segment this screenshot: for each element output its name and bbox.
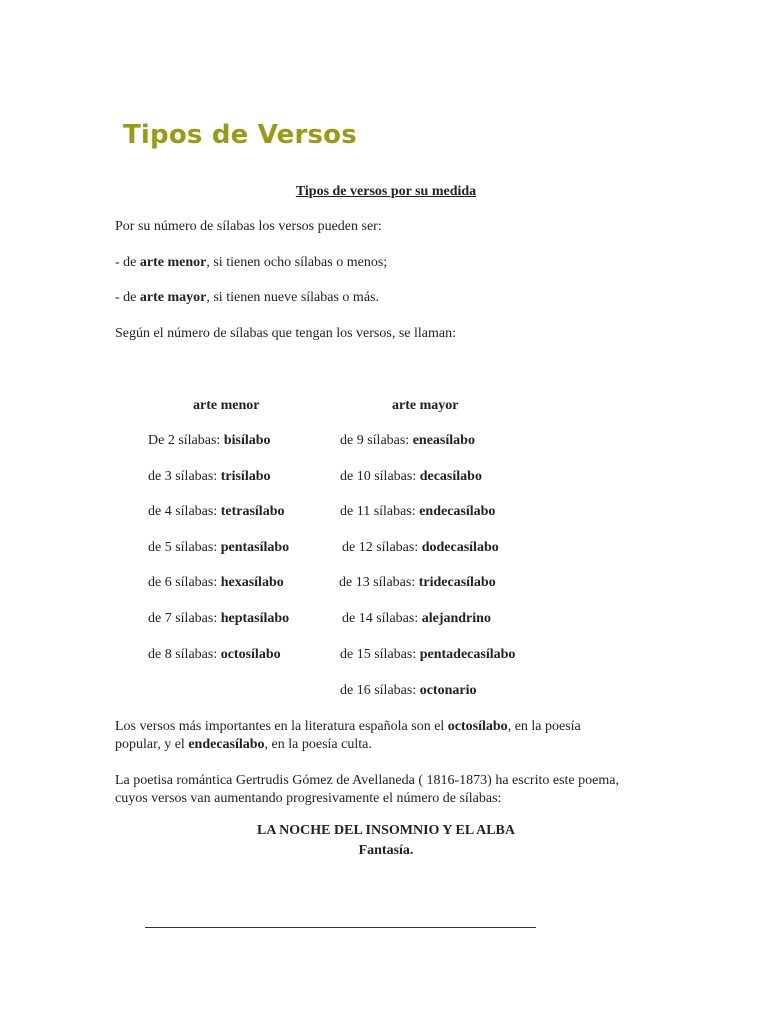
verse-name: trisílabo: [220, 469, 271, 484]
arte-mayor-term: arte mayor: [139, 290, 207, 305]
text-fragment: - de: [115, 255, 140, 270]
menor-item: [148, 432, 271, 450]
verse-name: dodecasílabo: [421, 540, 499, 555]
syllable-count: de 9 sílabas:: [340, 433, 413, 448]
menor-item: [148, 503, 284, 521]
text-fragment: - de: [115, 290, 140, 305]
octosilabo-term: octosílabo: [447, 719, 508, 734]
arte-menor-term: arte menor: [139, 255, 207, 270]
paragraph-line: [115, 736, 581, 754]
column-header-arte-menor: arte menor: [193, 398, 260, 413]
mayor-item: [340, 646, 515, 664]
text-fragment: , si tienen nueve sílabas o más.: [206, 290, 379, 305]
menor-item: [148, 539, 289, 557]
poetisa-paragraph: [115, 772, 619, 808]
verse-name: bisílabo: [223, 433, 271, 448]
text-fragment: , si tienen ocho sílabas o menos;: [206, 255, 388, 270]
section-subtitle: Tipos de versos por su medida: [295, 184, 477, 199]
menor-item: [148, 468, 271, 486]
syllable-count: de 7 sílabas:: [148, 611, 221, 626]
verse-name: tetrasílabo: [220, 504, 285, 519]
menor-item: [148, 610, 289, 628]
text-fragment: , en la poesía culta.: [264, 737, 372, 752]
verse-name: pentasílabo: [220, 540, 290, 555]
syllable-count: de 4 sílabas:: [148, 504, 221, 519]
arte-menor-definition: [115, 254, 387, 272]
syllable-count: de 13 sílabas:: [339, 575, 419, 590]
syllable-count: de 8 sílabas:: [148, 647, 221, 662]
poem-subtitle: Fantasía.: [358, 843, 414, 858]
verse-name: hexasílabo: [220, 575, 284, 590]
syllable-count: de 12 sílabas:: [342, 540, 422, 555]
mayor-item: [340, 682, 476, 700]
page-title: Tipos de Versos: [123, 120, 357, 150]
column-header-arte-mayor: arte mayor: [392, 398, 459, 413]
segun-text: Según el número de sílabas que tengan los versos, se llaman:: [115, 326, 456, 341]
syllable-count: de 11 sílabas:: [340, 504, 420, 519]
syllable-count: de 3 sílabas:: [148, 469, 221, 484]
endecasilabo-term: endecasílabo: [188, 737, 265, 752]
syllable-count: de 10 sílabas:: [340, 469, 420, 484]
mayor-item: [342, 539, 499, 557]
paragraph-line: cuyos versos van aumentando progresivamente el número de sílabas:: [115, 791, 502, 806]
mayor-item: [340, 503, 495, 521]
text-fragment: , en la poesía: [507, 719, 581, 734]
text-fragment: popular, y el: [115, 737, 189, 752]
poem-title: LA NOCHE DEL INSOMNIO Y EL ALBA: [256, 823, 516, 838]
mayor-item: [340, 468, 482, 486]
text-fragment: Los versos más importantes en la literatura española son el: [115, 719, 448, 734]
paragraph-line: [115, 718, 581, 736]
menor-item: [148, 646, 281, 664]
important-verses-paragraph: [115, 718, 581, 754]
mayor-item: [342, 610, 491, 628]
syllable-count: de 5 sílabas:: [148, 540, 221, 555]
intro-text: Por su número de sílabas los versos pueden ser:: [115, 219, 382, 234]
verse-name: endecasílabo: [419, 504, 496, 519]
syllable-count: De 2 sílabas:: [148, 433, 224, 448]
verse-name: octosílabo: [220, 647, 281, 662]
syllable-count: de 6 sílabas:: [148, 575, 221, 590]
mayor-item: [339, 574, 496, 592]
syllable-count: de 14 sílabas:: [342, 611, 422, 626]
syllable-count: de 16 sílabas:: [340, 683, 420, 698]
paragraph-line: La poetisa romántica Gertrudis Gómez de Avellaneda ( 1816-1873) ha escrito este poema,: [115, 773, 619, 788]
verse-name: alejandrino: [421, 611, 491, 626]
verse-name: octonario: [419, 683, 477, 698]
verse-name: eneasílabo: [412, 433, 475, 448]
arte-mayor-definition: [115, 289, 379, 307]
verse-name: heptasílabo: [220, 611, 290, 626]
verse-name: pentadecasílabo: [419, 647, 516, 662]
syllable-count: de 15 sílabas:: [340, 647, 420, 662]
horizontal-rule: [145, 927, 536, 928]
menor-item: [148, 574, 284, 592]
verse-name: tridecasílabo: [418, 575, 496, 590]
verse-name: decasílabo: [419, 469, 482, 484]
mayor-item: [340, 432, 475, 450]
